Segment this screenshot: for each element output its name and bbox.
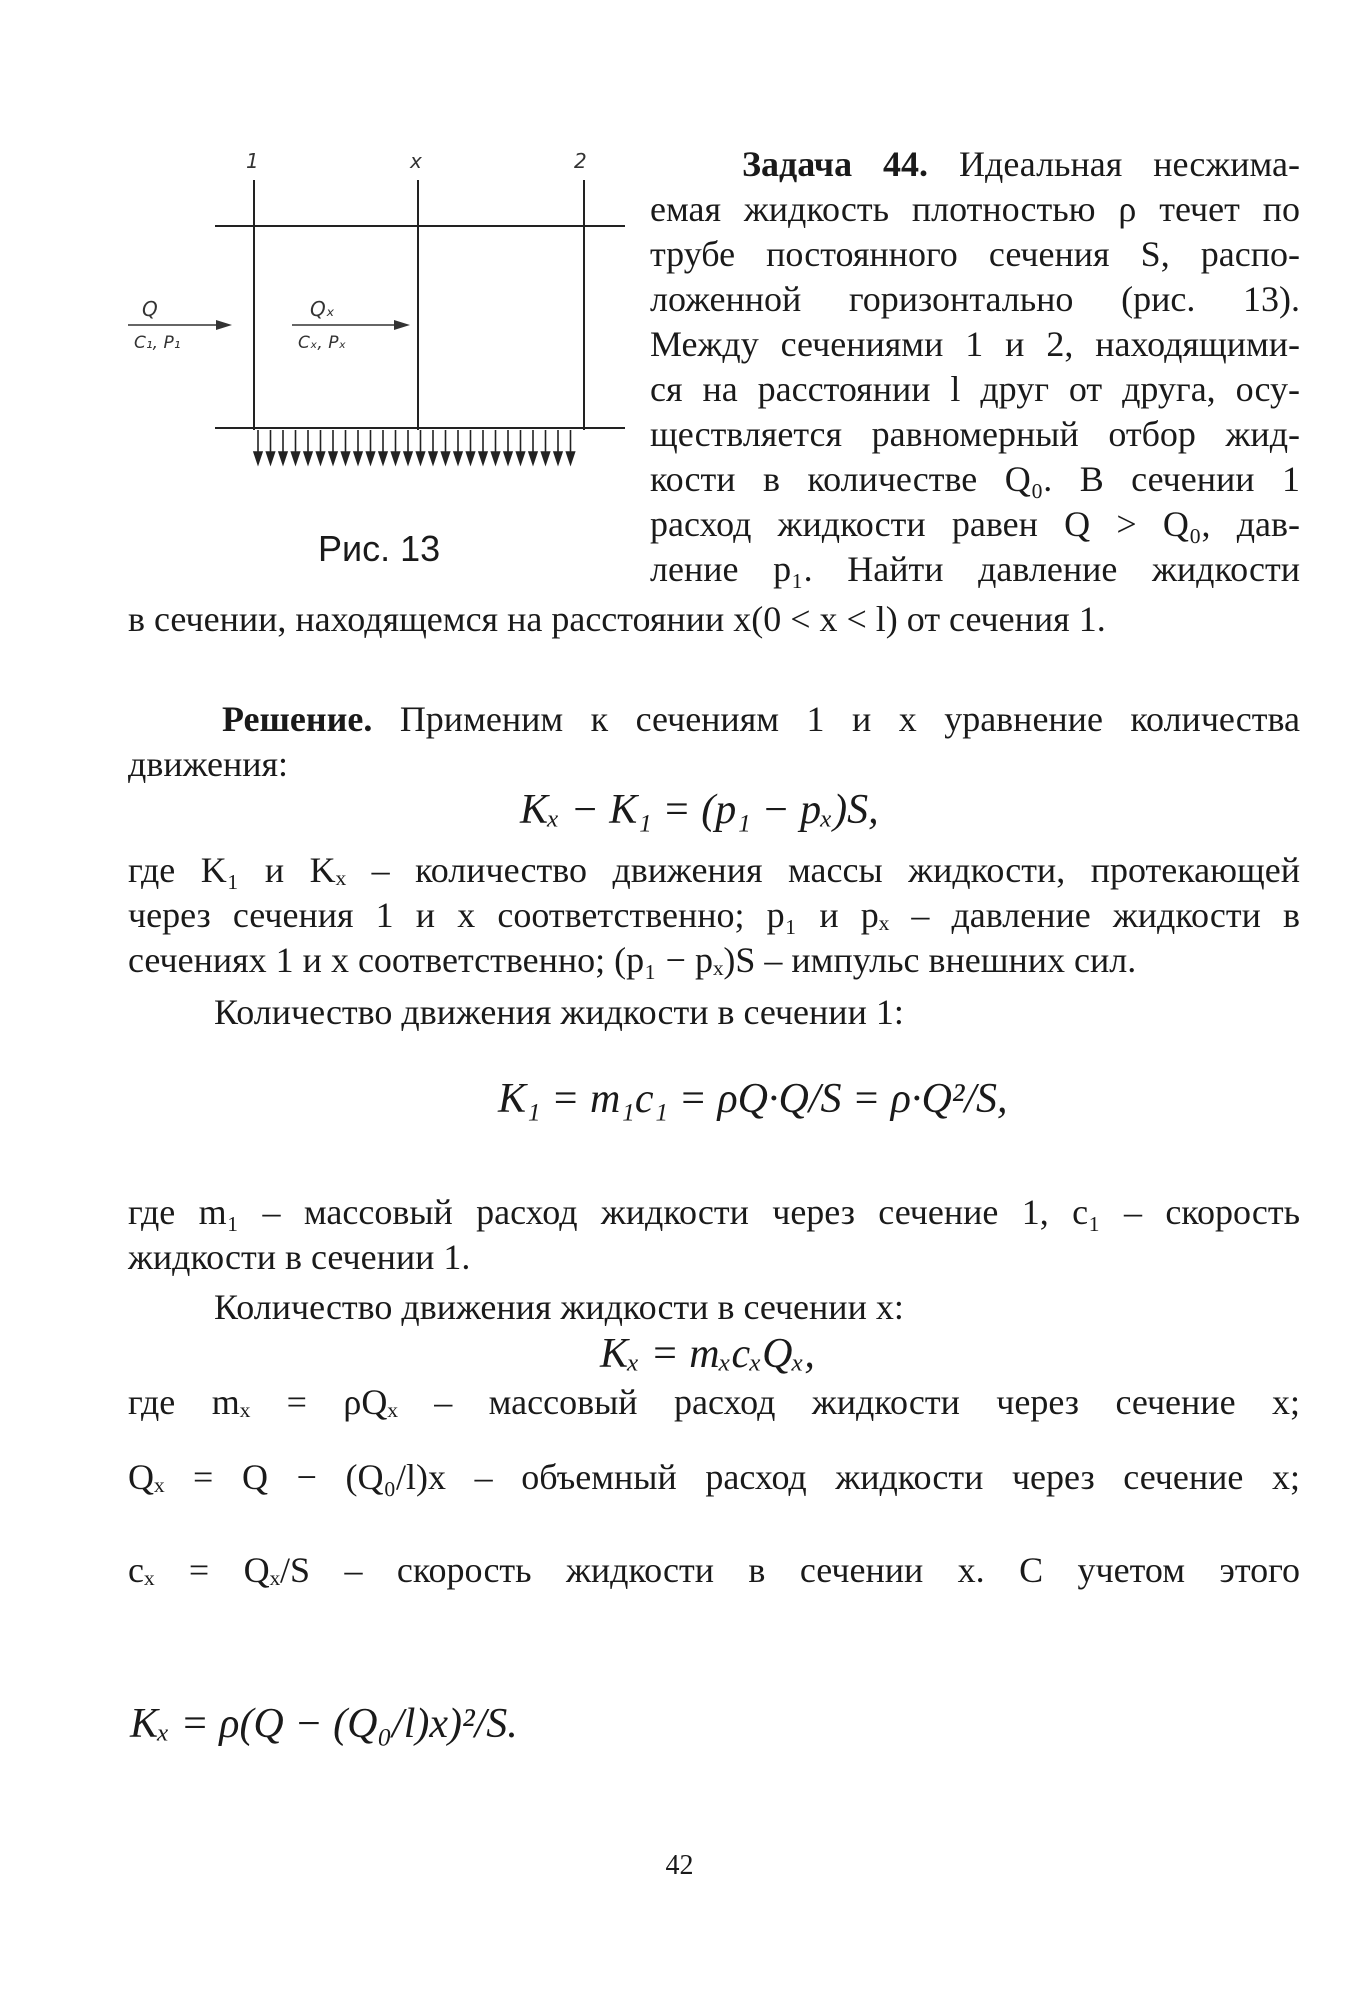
section-2-label: 2 bbox=[574, 149, 587, 173]
inlet-velocity-pressure-label: C₁, P₁ bbox=[134, 333, 181, 353]
withdrawal-arrows bbox=[254, 430, 575, 464]
problem-line-1: Задача 44. Идеальная несжима- bbox=[742, 144, 1300, 184]
inlet-flow-label: Q bbox=[142, 297, 158, 321]
withdrawal-arrow-head bbox=[392, 452, 400, 464]
withdrawal-arrow-head bbox=[404, 452, 412, 464]
solution-line-7: где m₁ – массовый расход жидкости через сечение 1, c₁ – скорость bbox=[128, 1192, 1300, 1232]
section-1-label: 1 bbox=[246, 149, 259, 173]
problem-line-7: ществляется равномерный отбор жид- bbox=[650, 414, 1300, 454]
withdrawal-arrow-head bbox=[479, 452, 487, 464]
withdrawal-arrow-head bbox=[317, 452, 325, 464]
problem-line-3: трубе постоянного сечения S, распо- bbox=[650, 234, 1300, 274]
page-number: 42 bbox=[665, 1850, 694, 1881]
withdrawal-arrow-head bbox=[517, 452, 525, 464]
solution-line-1: Решение. Применим к сечениям 1 и x уравнение количества bbox=[222, 699, 1301, 739]
solution-line-12: cₓ = Qₓ/S – скорость жидкости в сечении x. С учетом этого bbox=[128, 1550, 1300, 1590]
withdrawal-arrow-head bbox=[292, 452, 300, 464]
problem-line-10: ление p₁. Найти давление жидкости bbox=[650, 549, 1300, 589]
problem-title: Задача 44. bbox=[742, 144, 929, 184]
equation-momentum-balance: Kₓ − K₁ = (p₁ − pₓ)S, bbox=[520, 787, 879, 833]
withdrawal-arrow-head bbox=[504, 452, 512, 464]
withdrawal-arrow-head bbox=[304, 452, 312, 464]
withdrawal-arrow-head bbox=[554, 452, 562, 464]
solution-line-3: где K₁ и Kₓ – количество движения массы жидкости, протекающей bbox=[128, 850, 1300, 890]
equation-momentum-section-1: K₁ = m₁c₁ = ρQ·Q/S = ρ·Q²/S, bbox=[498, 1076, 1008, 1122]
problem-line-6: ся на расстоянии l друг от друга, осу- bbox=[650, 369, 1300, 409]
withdrawal-arrow-head bbox=[342, 452, 350, 464]
equation-momentum-x-final: Kₓ = ρ(Q − (Q₀/l)x)²/S. bbox=[130, 1701, 518, 1747]
solution-title: Решение. bbox=[222, 699, 373, 739]
withdrawal-arrow-head bbox=[254, 452, 262, 464]
problem-line-4: ложенной горизонтально (рис. 13). bbox=[650, 279, 1300, 319]
problem-line-2: емая жидкость плотностью ρ течет по bbox=[650, 189, 1300, 229]
withdrawal-arrow-head bbox=[567, 452, 575, 464]
withdrawal-arrow-head bbox=[454, 452, 462, 464]
figure-13-pipe-diagram bbox=[120, 140, 640, 520]
solution-line-4: через сечения 1 и x соответственно; p₁ и pₓ – давление жидкости в bbox=[128, 895, 1300, 935]
withdrawal-arrow-head bbox=[492, 452, 500, 464]
withdrawal-arrow-head bbox=[467, 452, 475, 464]
withdrawal-arrow-head bbox=[267, 452, 275, 464]
solution-line-8: жидкости в сечении 1. bbox=[128, 1237, 471, 1277]
equation-momentum-section-x: Kₓ = mₓcₓQₓ, bbox=[600, 1331, 815, 1377]
withdrawal-arrow-head bbox=[442, 452, 450, 464]
solution-line-10: где mₓ = ρQₓ – массовый расход жидкости через сечение x; bbox=[128, 1382, 1300, 1422]
withdrawal-arrow-head bbox=[367, 452, 375, 464]
withdrawal-arrow-head bbox=[354, 452, 362, 464]
section-x-label: x bbox=[410, 149, 422, 173]
figure-caption: Рис. 13 bbox=[318, 528, 441, 569]
withdrawal-arrow-head bbox=[379, 452, 387, 464]
withdrawal-arrow-head bbox=[279, 452, 287, 464]
solution-line-2: движения: bbox=[128, 744, 289, 784]
withdrawal-arrow-head bbox=[429, 452, 437, 464]
problem-line-11: в сечении, находящемся на расстоянии x(0 < x < l) от сечения 1. bbox=[128, 599, 1106, 639]
problem-line-8: кости в количестве Q₀. В сечении 1 bbox=[650, 459, 1300, 499]
solution-line-6: Количество движения жидкости в сечении 1: bbox=[214, 992, 904, 1032]
section-x-flow-label: Qₓ bbox=[310, 297, 335, 321]
problem-line-9: расход жидкости равен Q > Q₀, дав- bbox=[650, 504, 1300, 544]
withdrawal-arrow-head bbox=[542, 452, 550, 464]
withdrawal-arrow-head bbox=[529, 452, 537, 464]
solution-line-5: сечениях 1 и x соответственно; (p₁ − pₓ)S – импульс внешних сил. bbox=[128, 940, 1137, 980]
solution-line-11: Qₓ = Q − (Q₀/l)x – объемный расход жидкости через сечение x; bbox=[128, 1457, 1300, 1497]
solution-line-9: Количество движения жидкости в сечении x: bbox=[214, 1287, 904, 1327]
withdrawal-arrow-head bbox=[329, 452, 337, 464]
section-x-velocity-pressure-label: Cₓ, Pₓ bbox=[298, 333, 347, 353]
problem-line-5: Между сечениями 1 и 2, находящими- bbox=[650, 324, 1300, 364]
withdrawal-arrow-head bbox=[417, 452, 425, 464]
